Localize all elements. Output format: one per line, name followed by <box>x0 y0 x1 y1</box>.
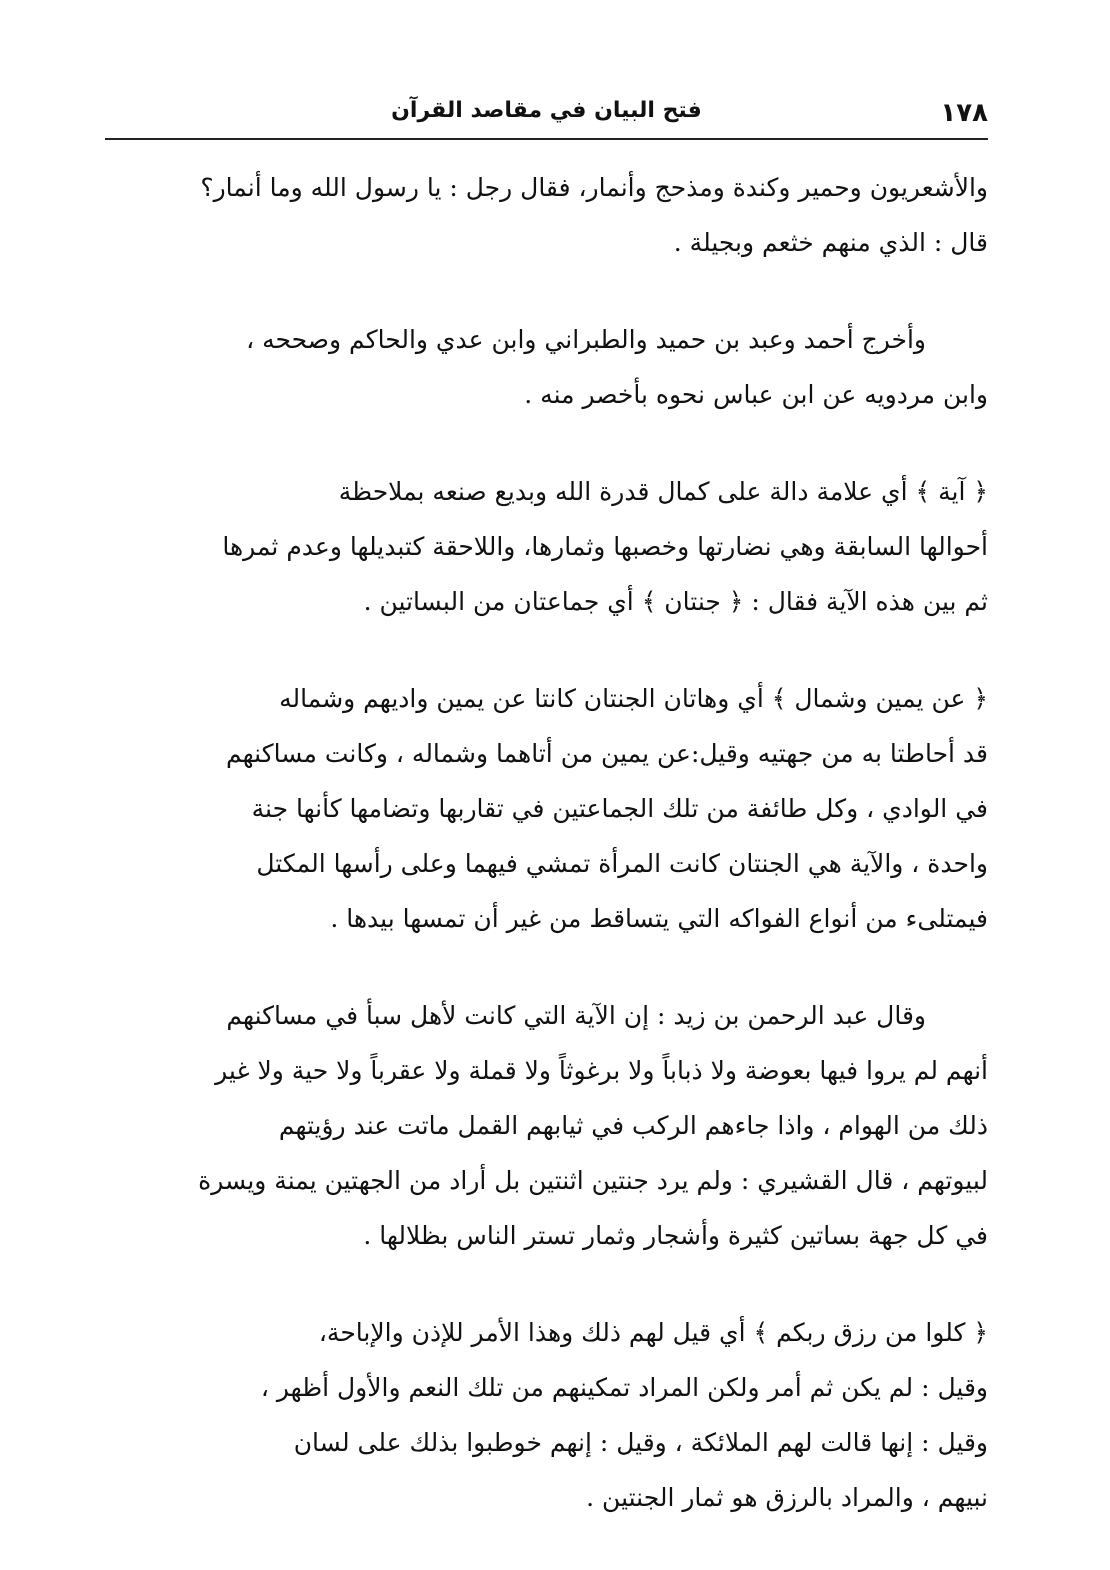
text-line: ثم بين هذه الآية فقال : ﴿ جنتان ﴾ أي جماعتان من البساتين . <box>363 587 988 616</box>
text-line: أحوالها السابقة وهي نضارتها وخصبها وثمارها، واللاحقة كتبديلها وعدم ثمرها <box>222 532 988 561</box>
header-divider <box>105 138 988 140</box>
paragraph-1 <box>105 160 988 270</box>
text-line: نبيهم ، والمراد بالرزق هو ثمار الجنتين . <box>586 1483 988 1512</box>
running-title: فتح البيان في مقاصد القرآن <box>391 98 702 123</box>
paragraph-4 <box>105 671 988 946</box>
paragraph-2 <box>105 312 988 422</box>
text-line: لبيوتهم ، قال القشيري : ولم يرد جنتين اثنتين بل أراد من الجهتين يمنة ويسرة <box>198 1166 988 1195</box>
page-number: ١٧٨ <box>940 98 988 128</box>
text-line: وقيل : لم يكن ثم أمر ولكن المراد تمكينهم من تلك النعم والأول أظهر ، <box>260 1373 988 1402</box>
text-line: وقيل : إنها قالت لهم الملائكة ، وقيل : إنهم خوطبوا بذلك على لسان <box>293 1428 988 1457</box>
text-line: ﴿ آية ﴾ أي علامة دالة على كمال قدرة الله وبديع صنعه بملاحظة <box>338 477 988 506</box>
text-line: قال : الذي منهم خثعم وبجيلة . <box>673 228 988 257</box>
paragraph-6 <box>105 1305 988 1525</box>
text-line: ذلك من الهوام ، واذا جاءهم الركب في ثيابهم القمل ماتت عند رؤيتهم <box>278 1111 988 1140</box>
text-line: قد أحاطتا به من جهتيه وقيل:عن يمين من أتاهما وشماله ، وكانت مساكنهم <box>225 739 988 768</box>
text-line: وابن مردويه عن ابن عباس نحوه بأخصر منه . <box>524 380 988 409</box>
body-text <box>105 160 988 1525</box>
text-line: ﴿ كلوا من رزق ربكم ﴾ أي قيل لهم ذلك وهذا الأمر للإذن والإباحة، <box>318 1318 988 1347</box>
text-line: في كل جهة بساتين كثيرة وأشجار وثمار تستر الناس بظلالها . <box>363 1221 988 1250</box>
text-line: فيمتلىء من أنواع الفواكه التي يتساقط من غير أن تمسها بيدها . <box>330 904 988 933</box>
text-line: أنهم لم يروا فيها بعوضة ولا ذباباً ولا برغوثاً ولا قملة ولا عقرباً ولا حية ولا غير <box>215 1056 988 1085</box>
text-line: وأخرج أحمد وعبد بن حميد والطبراني وابن عدي والحاكم وصححه ، <box>246 325 926 354</box>
paragraph-5 <box>105 988 988 1263</box>
text-line: والأشعريون وحمير وكندة ومذحج وأنمار، فقال رجل : يا رسول الله وما أنمار؟ <box>200 173 988 202</box>
text-line: واحدة ، والآية هي الجنتان كانت المرأة تمشي فيهما وعلى رأسها المكتل <box>256 849 988 878</box>
text-line: في الوادي ، وكل طائفة من تلك الجماعتين في تقاربها وتضامها كأنها جنة <box>251 794 988 823</box>
paragraph-3 <box>105 464 988 629</box>
text-line: ﴿ عن يمين وشمال ﴾ أي وهاتان الجنتان كانتا عن يمين واديهم وشماله <box>279 684 988 713</box>
page-header <box>105 94 988 140</box>
text-line: وقال عبد الرحمن بن زيد : إن الآية التي كانت لأهل سبأ في مساكنهم <box>226 1001 926 1030</box>
